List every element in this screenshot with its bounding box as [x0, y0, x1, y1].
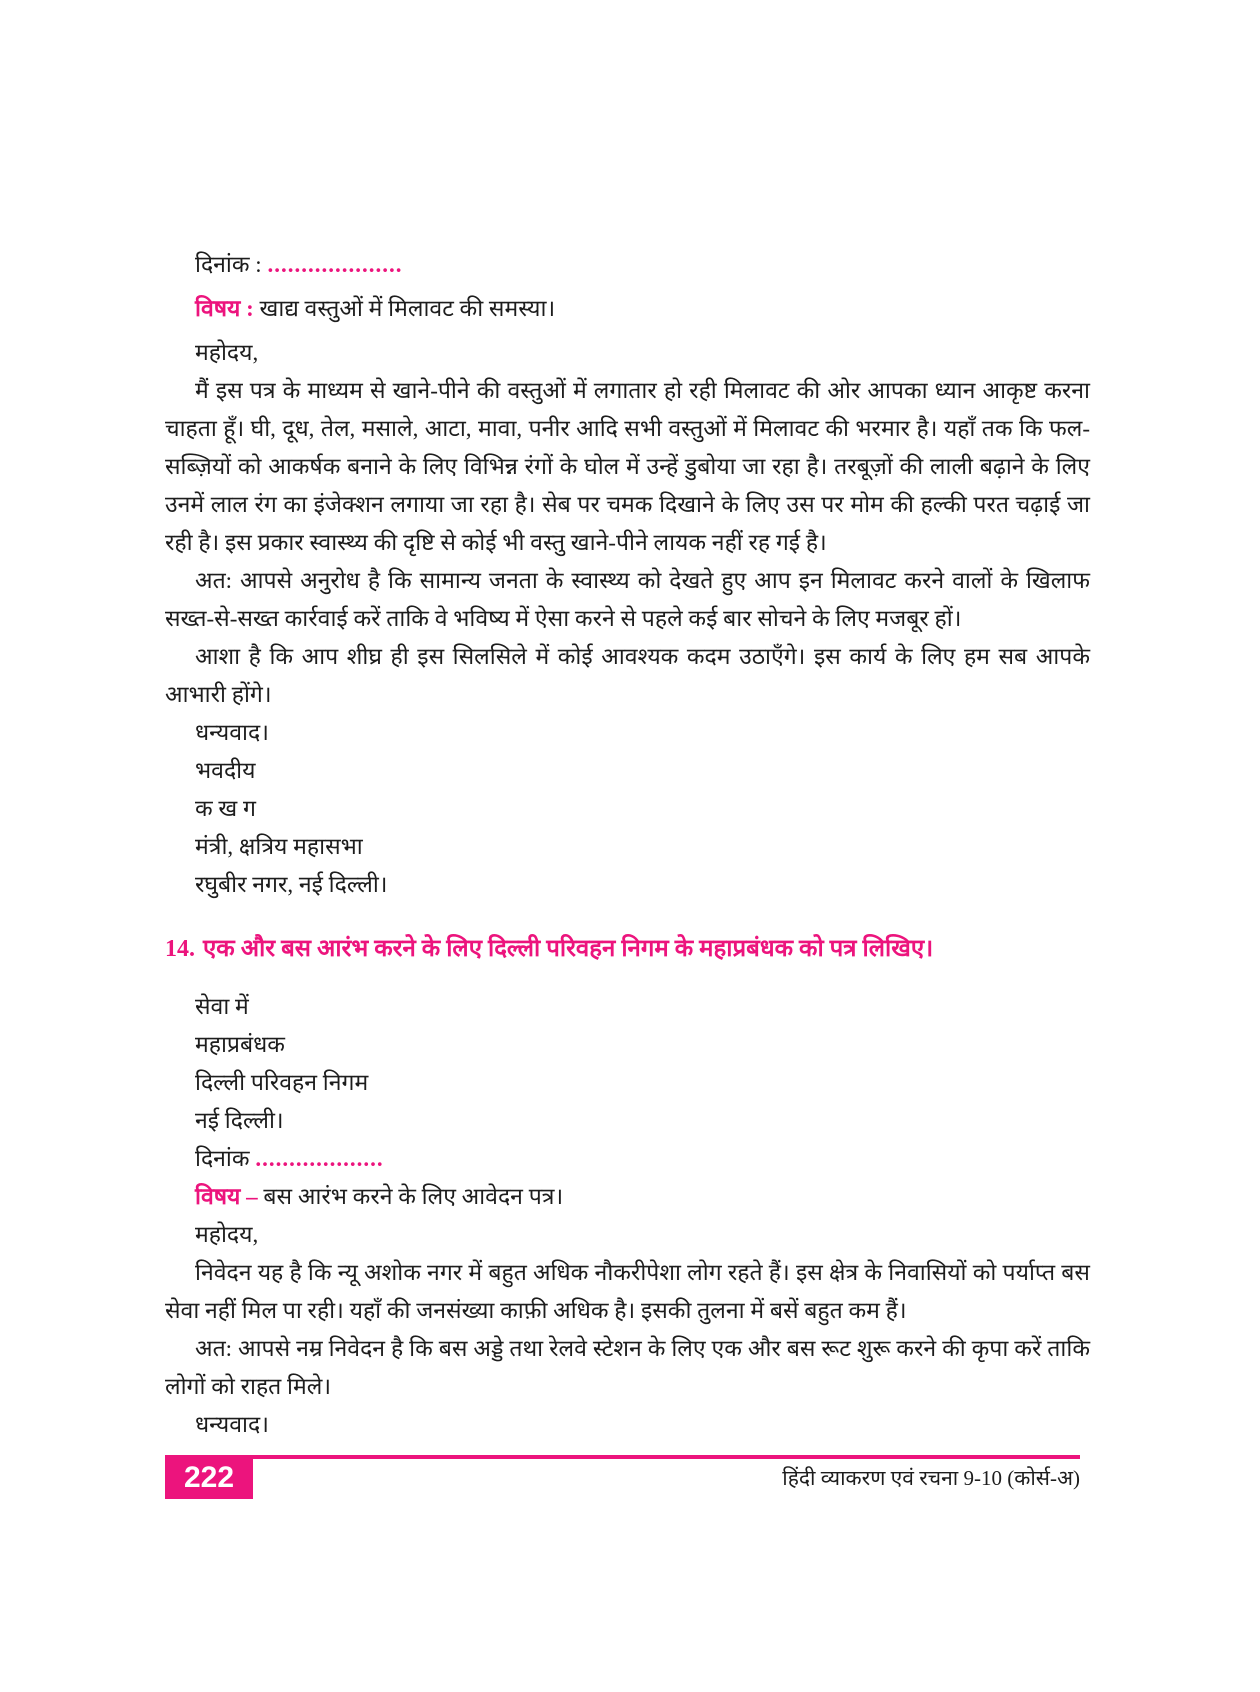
letter1-paragraph-2: अत: आपसे अनुरोध है कि सामान्य जनता के स्वास्थ्य को देखते हुए आप इन मिलावट करने वालों के खिलाफ सख्त-से-सख्त कार्रवाई करें ताकि वे भविष्य में ऐसा करने से पहले कई बार सोचने के लिए मजबूर हों। — [165, 568, 1090, 631]
letter2-date-dots: ................... — [255, 1146, 384, 1171]
book-title: हिंदी व्याकरण एवं रचना 9-10 (कोर्स-अ) — [782, 1466, 1080, 1490]
page-content — [165, 246, 1090, 1444]
letter2-paragraph-1: निवेदन यह है कि न्यू अशोक नगर में बहुत अधिक नौकरीपेशा लोग रहते हैं। इस क्षेत्र के निवासियों को पर्याप्त बस सेवा नहीं मिल पा रही। यहाँ की जनसंख्या काफ़ी अधिक है। इसकी तुलना में बसें बहुत कम हैं। — [165, 1260, 1090, 1323]
letter2-subject-line — [165, 1178, 1090, 1216]
letter1-subject-label: विषय : — [195, 296, 254, 321]
footer-rule — [165, 1455, 1080, 1459]
page-number-badge: 222 — [165, 1457, 253, 1499]
letter1-date-line — [165, 246, 1090, 284]
letter2-address-city: नई दिल्ली। — [195, 1108, 284, 1133]
letter1-date-dots: .................... — [267, 252, 403, 277]
letter2-subject-label: विषय – — [195, 1184, 258, 1209]
question-14-text: एक और बस आरंभ करने के लिए दिल्ली परिवहन निगम के महाप्रबंधक को पत्र लिखिए। — [203, 936, 934, 962]
letter2-date-label: दिनांक — [195, 1146, 250, 1171]
letter1-subject-text: खाद्य वस्तुओं में मिलावट की समस्या। — [259, 296, 556, 321]
letter2-date-line — [165, 1140, 1090, 1178]
letter2-subject-text: बस आरंभ करने के लिए आवेदन पत्र। — [263, 1184, 564, 1209]
letter1-sender-designation: मंत्री, क्षत्रिय महासभा — [195, 834, 363, 859]
letter1-sender-address: रघुबीर नगर, नई दिल्ली। — [195, 872, 388, 897]
question-14-number: 14. — [165, 936, 195, 962]
letter1-closing-regards: भवदीय — [195, 758, 256, 783]
letter2-salutation: महोदय, — [195, 1222, 259, 1247]
letter1-closing-thanks: धन्यवाद। — [195, 720, 269, 745]
question-14-heading — [165, 930, 1090, 968]
letter1-sender-name: क ख ग — [195, 796, 256, 821]
letter2-address-to: सेवा में — [195, 994, 249, 1019]
letter1-subject-line — [165, 290, 1090, 328]
letter1-salutation: महोदय, — [195, 340, 259, 365]
letter2-closing-thanks: धन्यवाद। — [195, 1412, 269, 1437]
letter1-paragraph-3: आशा है कि आप शीघ्र ही इस सिलसिले में कोई आवश्यक कदम उठाएँगे। इस कार्य के लिए हम सब आपके आभारी होंगे। — [165, 644, 1090, 707]
letter2-address-org: दिल्ली परिवहन निगम — [195, 1070, 369, 1095]
letter1-paragraph-1: मैं इस पत्र के माध्यम से खाने-पीने की वस्तुओं में लगातार हो रही मिलावट की ओर आपका ध्यान आकृष्ट करना चाहता हूँ। घी, दूध, तेल, मसाले, आटा, मावा, पनीर आदि सभी वस्तुओं में मिलावट की भरमार है। यहाँ तक कि फल-सब्ज़ियों को आकर्षक बनाने के लिए विभिन्न रंगों के घोल में उन्हें डुबोया जा रहा है। तरबूज़ों की लाली बढ़ाने के लिए उनमें लाल रंग का इंजेक्शन लगाया जा रहा है। सेब पर चमक दिखाने के लिए उस पर मोम की हल्की परत चढ़ाई जा रही है। इस प्रकार स्वास्थ्य की दृष्टि से कोई भी वस्तु खाने-पीने लायक नहीं रह गई है। — [165, 378, 1090, 555]
letter1-date-label: दिनांक : — [195, 252, 262, 277]
letter2-paragraph-2: अत: आपसे नम्र निवेदन है कि बस अड्डे तथा रेलवे स्टेशन के लिए एक और बस रूट शुरू करने की कृपा करें ताकि लोगों को राहत मिले। — [165, 1336, 1090, 1399]
letter2-address-designation: महाप्रबंधक — [195, 1032, 285, 1057]
